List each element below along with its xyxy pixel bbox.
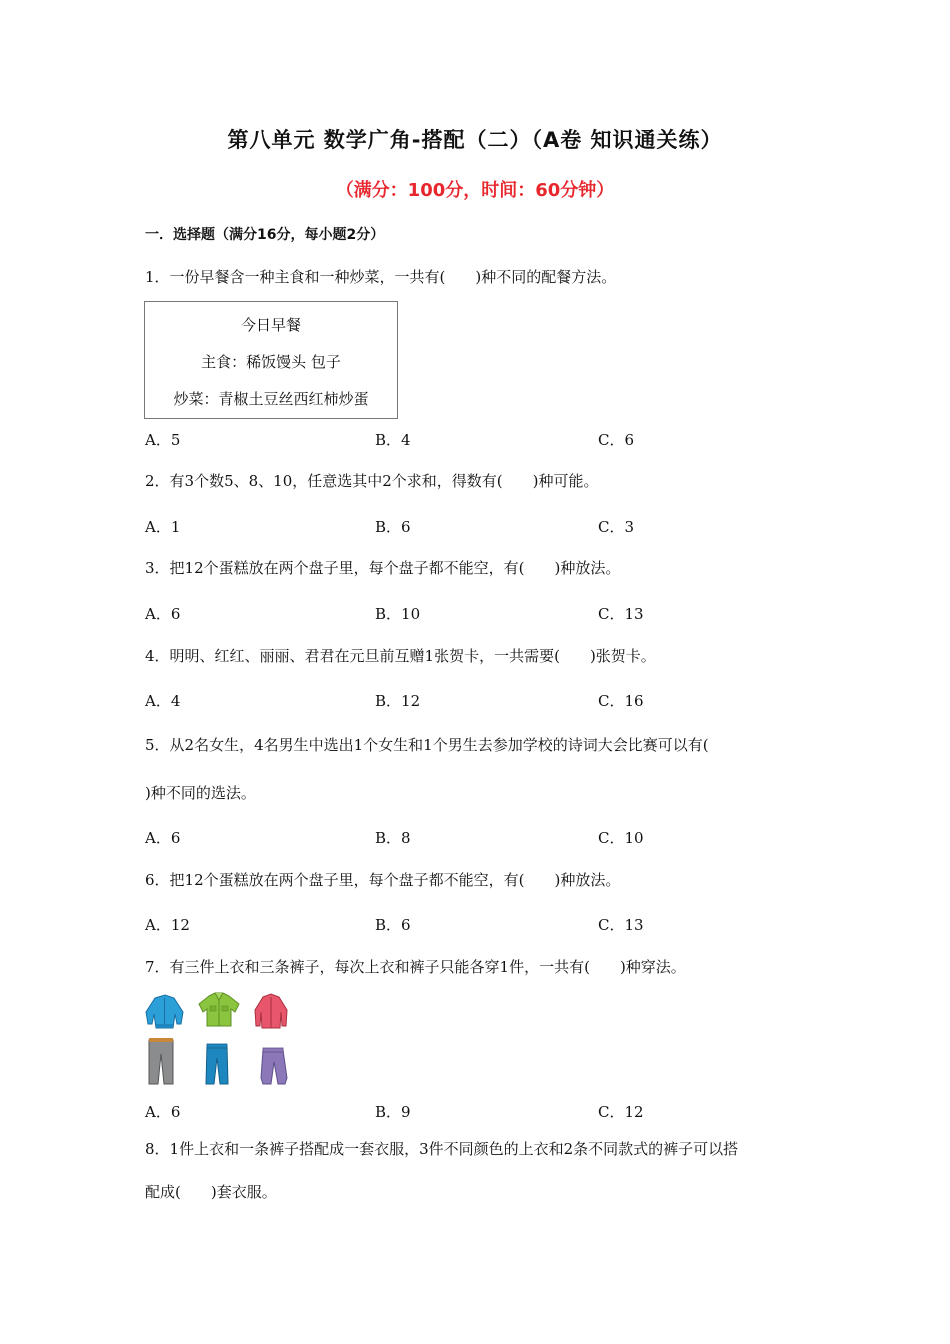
- question-7: 7．有三件上衣和三条裤子，每次上衣和裤子只能各穿1件，一共有( )种穿法。: [145, 958, 686, 976]
- pink-jacket-icon: [255, 994, 287, 1028]
- q2-option-c[interactable]: C．3: [598, 518, 635, 536]
- q7-option-b[interactable]: B．9: [375, 1103, 411, 1121]
- pants-image: [145, 1038, 295, 1088]
- q2-option-a[interactable]: A．1: [145, 518, 181, 536]
- q1-option-a[interactable]: A．5: [145, 431, 181, 449]
- question-5: 5．从2名女生，4名男生中选出1个女生和1个男生去参加学校的诗词大会比赛可以有(: [145, 736, 709, 754]
- question-5-continued: )种不同的选法。: [145, 784, 256, 802]
- menu-dish: 炒菜：青椒土豆丝西红柿炒蛋: [173, 390, 369, 408]
- question-3: 3．把12个蛋糕放在两个盘子里，每个盘子都不能空，有( )种放法。: [145, 559, 621, 577]
- q5-option-a[interactable]: A．6: [145, 829, 181, 847]
- q1-option-b[interactable]: B．4: [375, 431, 411, 449]
- q5-option-b[interactable]: B．8: [375, 829, 411, 847]
- q2-option-b[interactable]: B．6: [375, 518, 411, 536]
- blue-jacket-icon: [146, 995, 183, 1028]
- q3-option-c[interactable]: C．13: [598, 605, 644, 623]
- q7-option-a[interactable]: A．6: [145, 1103, 181, 1121]
- page-title: 第八单元 数学广角-搭配（二）（A卷 知识通关练）: [227, 128, 723, 152]
- breakfast-menu-box: [144, 301, 398, 419]
- blue-pants-icon: [206, 1044, 228, 1084]
- menu-title: 今日早餐: [240, 316, 301, 334]
- menu-staple: 主食：稀饭馒头 包子: [201, 353, 341, 371]
- q4-option-c[interactable]: C．16: [598, 692, 644, 710]
- q4-option-a[interactable]: A．4: [145, 692, 181, 710]
- green-shirt-icon: [199, 993, 239, 1026]
- page-subtitle: （满分：100分，时间：60分钟）: [335, 180, 615, 201]
- question-1: 1．一份早餐含一种主食和一种炒菜，一共有( )种不同的配餐方法。: [145, 268, 617, 286]
- gray-pants-icon: [149, 1038, 173, 1084]
- q4-option-b[interactable]: B．12: [375, 692, 421, 710]
- q3-option-a[interactable]: A．6: [145, 605, 181, 623]
- question-8: 8．1件上衣和一条裤子搭配成一套衣服，3件不同颜色的上衣和2条不同款式的裤子可以搭: [145, 1140, 739, 1158]
- q3-option-b[interactable]: B．10: [375, 605, 421, 623]
- q1-option-c[interactable]: C．6: [598, 431, 635, 449]
- q6-option-a[interactable]: A．12: [145, 916, 190, 934]
- q7-option-c[interactable]: C．12: [598, 1103, 644, 1121]
- question-4: 4．明明、红红、丽丽、君君在元旦前互赠1张贺卡，一共需要( )张贺卡。: [145, 647, 656, 665]
- section-heading: 一．选择题（满分16分，每小题2分）: [145, 227, 385, 243]
- question-6: 6．把12个蛋糕放在两个盘子里，每个盘子都不能空，有( )种放法。: [145, 871, 621, 889]
- question-8-continued: 配成( )套衣服。: [145, 1183, 277, 1201]
- q5-option-c[interactable]: C．10: [598, 829, 644, 847]
- jackets-image: [145, 992, 295, 1030]
- q6-option-c[interactable]: C．13: [598, 916, 644, 934]
- question-2: 2．有3个数5、8、10，任意选其中2个求和，得数有( )种可能。: [145, 472, 599, 490]
- purple-pants-icon: [261, 1048, 287, 1084]
- q6-option-b[interactable]: B．6: [375, 916, 411, 934]
